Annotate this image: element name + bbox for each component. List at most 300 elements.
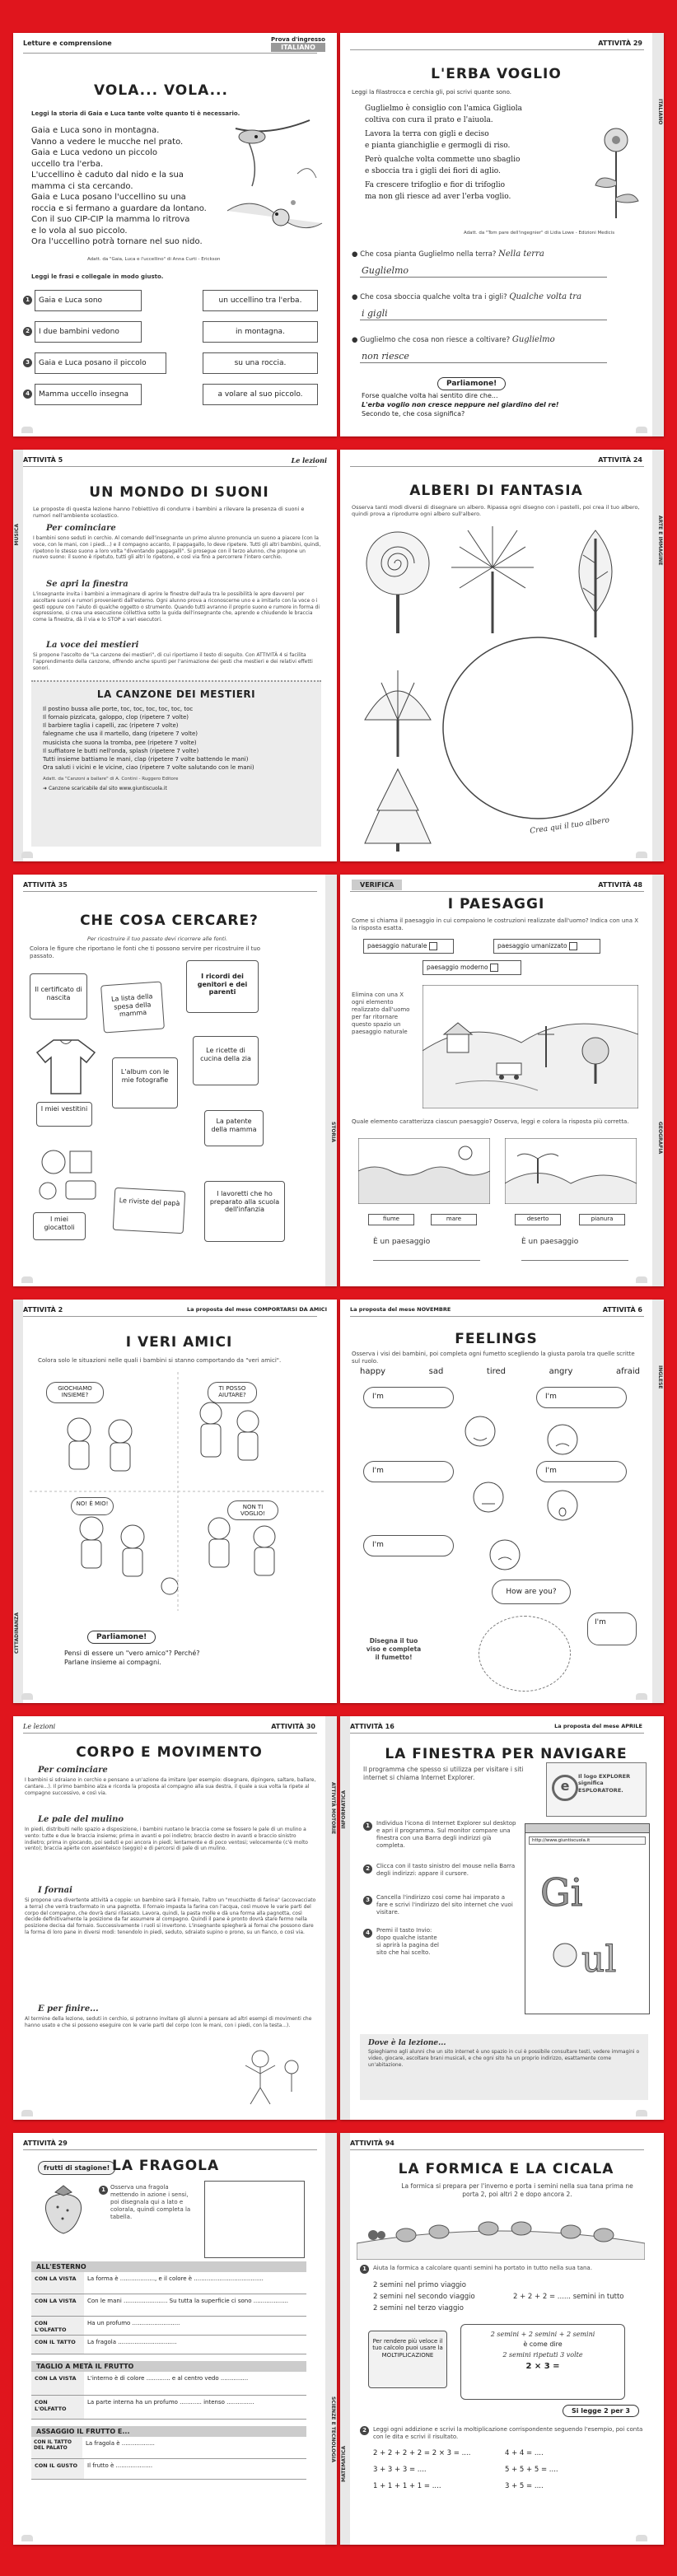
instruction: Colora solo le situazioni nelle quali i bambini si stanno comportando da "veri amici". bbox=[38, 1357, 282, 1364]
landscape-illustration bbox=[423, 985, 638, 1108]
story-line: Con il suo CIP-CIP la mamma lo ritrova bbox=[31, 215, 190, 224]
svg-text:Gi: Gi bbox=[540, 1870, 583, 1915]
source-item[interactable]: L'album con le mie fotografie bbox=[112, 1057, 178, 1108]
instruction: Osserva tanti modi diversi di disegnare un albero. Ripassa ogni disegno con i pastelli, poi crea il tuo albero, quindi prova a riprodurre ogni albero sull'albero. bbox=[352, 504, 640, 518]
song-lyrics bbox=[31, 700, 321, 777]
table-section-header: TAGLIO A METÀ IL FRUTTO bbox=[31, 2361, 306, 2372]
row-number: 2 bbox=[23, 327, 32, 336]
mult-line: 2 semini + 2 semini + 2 semini bbox=[490, 2331, 595, 2338]
subject-label: INFORMATICA bbox=[341, 1790, 347, 1829]
sense-answer[interactable]: La fragola è .................. bbox=[86, 2440, 155, 2447]
speech-bubble-answer[interactable] bbox=[536, 1387, 627, 1408]
page-title: ALBERI DI FANTASIA bbox=[409, 483, 583, 499]
story-line: Gaia e Luca posano l'uccellino su una bbox=[31, 193, 186, 202]
draw-face-area[interactable] bbox=[479, 1616, 571, 1692]
download-icon: ➜ bbox=[43, 786, 49, 792]
page-mondo-suoni bbox=[13, 450, 337, 861]
row-number: 1 bbox=[23, 296, 32, 305]
option-natural[interactable] bbox=[363, 939, 454, 954]
subject-side-tab bbox=[652, 1300, 664, 1703]
mult-line: 2 semini ripetuti 3 volte bbox=[502, 2350, 583, 2359]
question-text: Che cosa sboccia qualche volta tra i gigli? bbox=[360, 293, 507, 301]
checkbox[interactable] bbox=[569, 942, 577, 950]
answer-line[interactable] bbox=[521, 1260, 628, 1261]
browser-window-illustration bbox=[525, 1823, 650, 2014]
option-label: paesaggio umanizzato bbox=[497, 942, 567, 950]
match-right-1[interactable]: un uccellino tra l'erba. bbox=[203, 290, 318, 311]
song-source: Adatt. da "Canzoni a ballare" di A. Contini - Ruggero Editore bbox=[43, 777, 179, 782]
song-line: musicista che suona la tromba, pee (ripetere 7 volte) bbox=[43, 739, 197, 746]
sense-label: CON LA VISTA bbox=[31, 2372, 84, 2395]
activity-label: ATTIVITÀ 6 bbox=[602, 1306, 642, 1314]
flower-illustration bbox=[587, 115, 645, 222]
activity-label: ATTIVITÀ 5 bbox=[23, 456, 63, 464]
activity-label: ATTIVITÀ 48 bbox=[598, 881, 642, 889]
discussion-box bbox=[64, 1649, 311, 1667]
sense-label: CON LA VISTA bbox=[31, 2272, 84, 2294]
section-text: Si propone l'ascolto de "La canzone dei mestieri", di cui riportiamo il testo di seguito. Con ATTIVITÀ 4 si facilita l'apprendimento della canzone, offrendo anche spunti per l'animazione dei gesti che mestieri e dei relativi effetti sonori. bbox=[33, 652, 313, 671]
instruction-1: Leggi la storia di Gaia e Luca tante volte quanto ti è necessario. bbox=[31, 110, 240, 117]
sense-label: CON L'OLFATTO bbox=[31, 2396, 84, 2419]
poem-line: Fa crescere trifoglio e fior di trifoglio bbox=[365, 181, 506, 189]
checkbox[interactable] bbox=[490, 964, 498, 972]
section-text: I bambini sono seduti in cerchio. Al comando dell'insegnante un primo alunno pronuncia un suono a piacere (con la voce, con le mani, con i piedi...) e il compagno accanto, il pappagallo, lo deve ripetere. Tutti gli altri bambini, quindi, ripetono lo stesso suono a loro volta "diventando pappagalli". Si prosegue con il terzo alunno, che propone un nuovo suono: il suono è ripetuto, tutti gli altri lo ripetono, e così via fino a percorrere l'intero cerchio. bbox=[33, 535, 321, 561]
caption-2: È un paesaggio bbox=[521, 1238, 579, 1246]
page-veri-amici bbox=[13, 1300, 337, 1703]
sense-answer[interactable]: La parte interna ha un profumo ............ intenso ............... bbox=[87, 2399, 254, 2406]
exercise-item[interactable]: 3 + 5 = .... bbox=[505, 2482, 544, 2490]
section-heading: Se apri la finestra bbox=[46, 580, 128, 589]
answer-line[interactable] bbox=[360, 277, 607, 278]
discussion-question: Secondo te, che cosa significa? bbox=[362, 409, 465, 418]
entry-test-badge bbox=[271, 36, 325, 52]
header-rule bbox=[350, 466, 644, 467]
section-text: I bambini si sdraiano in cerchio e pensano a un'azione da imitare (per esempio: disegnare, dipingere, saltare, ballare, cantare...). Il primo bambino alza e ricorda la proposta al compagno alla sua destra, il quale a sua volta la ripete al compagno successivo, e così via. bbox=[25, 1777, 316, 1796]
song-line: Il suffiatore le butti nell'onda, splash (ripetere 7 volte) bbox=[43, 747, 199, 754]
section-header: Letture e comprensione bbox=[23, 40, 112, 47]
table-row bbox=[31, 2437, 306, 2459]
download-text: Canzone scaricabile dal sito www.giuntiscuola.it bbox=[48, 786, 167, 792]
desert-landscape bbox=[505, 1138, 637, 1204]
intro-text: Le proposte di questa lezione hanno l'obiettivo di condurre i bambini a rilevare la presenza di suoni e rumori nell'ambiente scolastico. bbox=[33, 506, 305, 520]
table-row bbox=[31, 2294, 306, 2317]
reading-banner: Si legge 2 per 3 bbox=[563, 2405, 639, 2417]
step-number: 1 bbox=[360, 2265, 369, 2274]
header-rule bbox=[350, 49, 644, 50]
subject-label: SCIENZE E TECNOLOGIA bbox=[330, 2396, 336, 2463]
bubble-prefix: I'm bbox=[372, 1467, 384, 1475]
section-heading: I fornai bbox=[38, 1886, 72, 1895]
table-section-header: ASSAGGIO IL FRUTTO E... bbox=[31, 2426, 306, 2437]
instruction-b: Colora le figure che riportano le fonti che ti possono servire per ricostruire il tuo passato. bbox=[30, 945, 261, 960]
story-line: e lo vola al suo piccolo. bbox=[31, 226, 128, 236]
subject-label: CITTADINANZA bbox=[14, 1612, 20, 1654]
poem-line: e pianta gianchiglie e germogli di riso. bbox=[365, 141, 511, 150]
subject-side-tab bbox=[325, 1716, 337, 2120]
speech-bubble-answer[interactable] bbox=[587, 1612, 637, 1645]
table-row bbox=[31, 2459, 306, 2480]
page-title: I PAESAGGI bbox=[447, 896, 545, 912]
discussion-quote: L'erba voglio non cresce neppure nel giardino del re! bbox=[362, 400, 559, 408]
note-heading: Dove è la lezione... bbox=[368, 2039, 446, 2047]
monthly-header: La proposta del mese APRILE bbox=[554, 1723, 642, 1729]
page-title: CORPO E MOVIMENTO bbox=[76, 1744, 263, 1761]
bubble-prefix: I'm bbox=[372, 1541, 384, 1549]
sum-line[interactable]: 2 + 2 + 2 = ...... semini in tutto bbox=[513, 2293, 624, 2301]
header-rule bbox=[23, 891, 317, 892]
header-rule bbox=[350, 1316, 644, 1317]
section-heading: Per cominciare bbox=[46, 524, 116, 533]
subject-side-tab bbox=[13, 450, 23, 861]
table-row bbox=[31, 2272, 306, 2294]
sense-label: CON IL TATTO DEL PALATO bbox=[31, 2437, 82, 2458]
answer-handwritten: Guglielmo bbox=[362, 265, 409, 276]
story-text bbox=[31, 125, 221, 248]
step-number: 2 bbox=[363, 1864, 372, 1874]
match-left-2[interactable]: I due bambini vedono bbox=[35, 321, 142, 343]
poem-line: Però qualche volta commette uno sbaglio bbox=[365, 156, 521, 164]
subject-label: INGLESE bbox=[657, 1365, 663, 1389]
bubble-prefix: I'm bbox=[372, 1393, 384, 1401]
page-tab bbox=[21, 2535, 33, 2541]
exercise-item[interactable]: 2 + 2 + 2 + 2 = 2 × 3 = .... bbox=[373, 2449, 471, 2457]
word-option: angry bbox=[549, 1367, 573, 1376]
seasonal-fruit-badge: frutti di stagione! bbox=[38, 2161, 115, 2175]
fan-tree bbox=[365, 670, 431, 757]
sense-answer[interactable]: L'interno è di colore ............. e al centro vedo ............... bbox=[87, 2375, 249, 2382]
source-item[interactable]: Le riviste del papà bbox=[113, 1188, 186, 1234]
table-section-header: ALL'ESTERNO bbox=[31, 2261, 306, 2272]
song-line: Tutti insieme battiamo le mani, clap (ripetere 7 volte battendo le mani) bbox=[43, 755, 249, 763]
table-row bbox=[31, 2317, 306, 2336]
website-content-illustration bbox=[532, 1856, 642, 2004]
table-row bbox=[31, 2372, 306, 2396]
bird-nest-illustration bbox=[219, 112, 326, 252]
poem-line: Lavora la terra con gigli e deciso bbox=[365, 130, 489, 138]
strawberry-illustration bbox=[35, 2179, 92, 2237]
instruction-2: Leggi le frasi e collegale in modo giusto. bbox=[31, 273, 164, 280]
mult-line: è come dire bbox=[523, 2340, 563, 2349]
sense-answer[interactable]: La fragola ................................ bbox=[87, 2339, 177, 2345]
step-number: 1 bbox=[363, 1822, 372, 1831]
story-line: mamma ci sta cercando. bbox=[31, 181, 133, 191]
sense-answer[interactable]: La forma è ..................., e il colore è ...................................... bbox=[87, 2275, 264, 2282]
answer-handwritten: non riesce bbox=[362, 351, 409, 362]
own-tree-caption: Crea qui il tuo albero bbox=[529, 816, 610, 836]
question-2: ● Che cosa sboccia qualche volta tra i gigli? Qualche volta tra bbox=[352, 292, 582, 301]
subject-label: ATTIVITÀ MOTORIE bbox=[330, 1782, 336, 1835]
speech-bubble: NON TI VOGLIO! bbox=[227, 1500, 278, 1520]
song-line: Il barbiere taglia i capelli, zac (ripetere 7 volte) bbox=[43, 722, 179, 730]
speech-bubble: GIOCHIAMO INSIEME? bbox=[46, 1382, 104, 1403]
spiral-tree bbox=[367, 532, 429, 633]
source-item[interactable]: Il certificato di nascita bbox=[30, 973, 87, 1020]
intro-text: Il programma che spesso si utilizza per visitare i siti internet si chiama Internet Explorer. bbox=[363, 1766, 524, 1781]
address-bar[interactable]: http://www.giuntiscuola.it bbox=[529, 1836, 646, 1845]
badge-line-2: ITALIANO bbox=[271, 43, 325, 52]
friends-illustration bbox=[30, 1372, 326, 1619]
page-alberi bbox=[340, 450, 664, 861]
option-humanized[interactable] bbox=[493, 939, 600, 954]
page-tab bbox=[636, 2110, 647, 2116]
subject-label: STORIA bbox=[330, 1122, 336, 1143]
word-option: sad bbox=[428, 1367, 444, 1376]
song-box bbox=[31, 680, 321, 847]
page-vola-vola bbox=[13, 33, 337, 436]
question-2: Elimina con una X ogni elemento realizzato dall'uomo per far ritornare questo spazio un paesaggio naturale bbox=[352, 992, 410, 1036]
toys-illustration bbox=[33, 1141, 104, 1207]
option-label: paesaggio moderno bbox=[427, 964, 488, 971]
table-row bbox=[31, 2396, 306, 2420]
poem-line: coltiva con cura il prato e l'aiuola. bbox=[365, 115, 493, 124]
activity-label: ATTIVITÀ 35 bbox=[23, 881, 68, 889]
subject-side-tab bbox=[652, 875, 664, 1286]
story-line: Gaia e Luca sono in montagna. bbox=[31, 126, 160, 135]
monthly-header: La proposta del mese COMPORTARSI DA AMICI bbox=[186, 1306, 327, 1313]
answer-tag-river[interactable]: fiume bbox=[368, 1214, 414, 1225]
page-tab bbox=[21, 2110, 33, 2116]
answer-handwritten: Nella terra bbox=[498, 250, 544, 259]
teacher-note-box bbox=[360, 2034, 648, 2100]
poem-source: Adatt. da "Tom pare dell'ingegnier" di Lidia Lowe - Edizioni Medicis bbox=[464, 231, 615, 236]
subject-side-tab bbox=[340, 1716, 350, 2120]
word-option: tired bbox=[486, 1367, 506, 1376]
draw-strawberry-area[interactable] bbox=[204, 2181, 305, 2258]
source-item[interactable]: Le ricette di cucina della zia bbox=[193, 1036, 259, 1085]
parliamone-banner: Parliamone! bbox=[87, 1631, 156, 1644]
answer-line[interactable] bbox=[360, 362, 607, 363]
song-line: Ora saluti i vicini e le vicine, ciao (ripetere 7 volte salutando con le mani) bbox=[43, 763, 254, 771]
page-title: VOLA... VOLA... bbox=[94, 82, 228, 99]
instruction-a: Per ricostruire il tuo passato devi ricorrere alle fonti. bbox=[87, 936, 228, 942]
song-line: Il fornaio pizzicata, galoppo, clop (ripetere 7 volte) bbox=[43, 714, 189, 721]
instruction: Osserva una fragola mettendo in azione i sensi, poi disegnala qui a lato e colorala, quindi completa la tabella. bbox=[110, 2184, 191, 2221]
multiplication-tip: Per rendere più veloce il tuo calcolo puoi usare la MOLTIPLICAZIONE bbox=[368, 2331, 447, 2388]
download-footer bbox=[31, 782, 321, 795]
page-erba-voglio bbox=[340, 33, 664, 436]
source-item[interactable]: I miei giocattoli bbox=[33, 1212, 86, 1240]
bubble-prefix: I'm bbox=[595, 1618, 606, 1626]
subject-side-tab bbox=[325, 875, 337, 1286]
answer-line[interactable] bbox=[373, 1260, 480, 1261]
multiplication-box bbox=[460, 2324, 625, 2400]
source-item[interactable]: I miei vestitini bbox=[36, 1102, 92, 1127]
bubble-prefix: I'm bbox=[545, 1393, 557, 1401]
page-title: CHE COSA CERCARE? bbox=[80, 912, 259, 929]
header-rule bbox=[350, 1733, 644, 1734]
subject-label: MUSICA bbox=[14, 524, 20, 546]
page-tab bbox=[21, 427, 33, 433]
source-item[interactable]: I lavoretti che ho preparato alla scuola dell'infanzia bbox=[204, 1181, 285, 1242]
speech-bubble: NO! È MIO! bbox=[71, 1497, 114, 1515]
song-title: LA CANZONE DEI MESTIERI bbox=[96, 688, 256, 700]
story-line: Vanno a vedere le mucche nel prato. bbox=[31, 137, 184, 147]
row-number: 3 bbox=[23, 358, 32, 367]
verifica-badge: VERIFICA bbox=[352, 880, 402, 890]
intro-text: La formica si prepara per l'inverno e porta i semini nella sua tana prima ne porta 2, poi altri 2 e dopo ancora 2. bbox=[401, 2182, 633, 2198]
poem-line: Guglielmo è consiglio con l'amica Gigliola bbox=[365, 105, 523, 113]
match-right-3[interactable]: su una roccia. bbox=[203, 352, 318, 374]
story-line: roccia e si fermano a guardare da lontano. bbox=[31, 203, 207, 213]
match-left-1[interactable]: Gaia e Luca sono bbox=[35, 290, 142, 311]
subject-label: ITALIANO bbox=[657, 99, 663, 125]
story-source: Adatt. da "Gaia, Luca e l'uccellino" di Anna Curti - Erickson bbox=[87, 257, 221, 262]
instruction-1: Aiuta la formica a calcolare quanti semini ha portato in tutto nella sua tana. bbox=[373, 2265, 592, 2271]
sense-answer[interactable]: Con le mani ........................ Su tutta la superficie ci sono ................... bbox=[87, 2298, 289, 2304]
instruction: Osserva i visi dei bambini, poi completa ogni fumetto scegliendo la giusta parola tra quelle scritte sul ruolo. bbox=[352, 1351, 635, 1365]
note-text: Spieghiamo agli alunni che un sito internet è uno spazio in cui è possibile consultare testi, vedere immagini o video, giocare, ascoltare brani musicali, e che ogni sito ha un proprio indirizzo, esattamente come un'abitazione. bbox=[368, 2049, 640, 2068]
bubble-prefix: I'm bbox=[545, 1467, 557, 1475]
callout-text: Il logo EXPLORER significa ESPLORATORE. bbox=[578, 1773, 631, 1794]
story-line: Gaia e Luca vedono un piccolo bbox=[31, 148, 157, 157]
draw-instruction: Disegna il tuo viso e completa il fumetto! bbox=[366, 1637, 422, 1661]
exercise-item[interactable]: 1 + 1 + 1 + 1 = .... bbox=[373, 2482, 441, 2490]
header-rule bbox=[23, 2149, 317, 2150]
caption-1: È un paesaggio bbox=[373, 1238, 431, 1246]
word-option: happy bbox=[360, 1367, 386, 1376]
exercise-item[interactable]: 4 + 4 = .... bbox=[505, 2449, 544, 2457]
instruction-1: Leggi la filastrocca e cerchia gli, poi scrivi quante sono. bbox=[352, 89, 511, 96]
page-title: LA FORMICA E LA CICALA bbox=[398, 2161, 614, 2177]
page-title: UN MONDO DI SUONI bbox=[89, 484, 269, 501]
page-finestra-navigare bbox=[340, 1716, 664, 2120]
question-3: Quale elemento caratterizza ciascun paesaggio? Osserva, leggi e colora la risposta più corretta. bbox=[352, 1118, 629, 1125]
exercise-item[interactable]: 3 + 3 + 3 = .... bbox=[373, 2466, 427, 2474]
sense-answer[interactable]: Ha un profumo .......................... bbox=[87, 2320, 180, 2326]
step-text: Cancella l'indirizzo cosi come hai imparato a fare e scrivi l'indirizzo del sito internet che vuoi visitare. bbox=[376, 1894, 513, 1916]
sense-label: CON L'OLFATTO bbox=[31, 2317, 84, 2335]
question-1: Come si chiama il paesaggio in cui compaiono le costruzioni realizzate dall'uomo? Indica con una X la risposta esatta. bbox=[352, 917, 639, 932]
activity-label: ATTIVITÀ 30 bbox=[271, 1723, 315, 1730]
source-item[interactable]: I ricordi dei genitori e dei parenti bbox=[186, 960, 259, 1013]
draw-your-tree-oval bbox=[443, 637, 633, 819]
section-heading: Per cominciare bbox=[38, 1766, 108, 1775]
section-text: Al termine della lezione, seduti in cerchio, si potranno invitare gli alunni a pensare ad altri esempi di movimenti che hanno usato e che si possono eseguire con le varie parti del corpo (con le mani, con i piedi, con la testa...). bbox=[25, 2016, 312, 2028]
header-rule bbox=[23, 1733, 317, 1734]
subject-side-tab bbox=[652, 33, 664, 436]
exercise-grid bbox=[373, 2449, 637, 2490]
subject-side-tab bbox=[340, 2133, 350, 2545]
discussion-box bbox=[362, 392, 633, 418]
answer-handwritten: i gigli bbox=[362, 308, 388, 319]
speech-bubble-answer[interactable] bbox=[363, 1387, 454, 1408]
match-right-4[interactable]: a volare al suo piccolo. bbox=[203, 384, 318, 405]
section-text: L'insegnante invita i bambini a immaginare di aprire le finestre dell'aula tra le possibilità le apre davvero) per ascoltare suoni e rumori provenienti dall'esterno. Ogni alunno prova a riconoscerne uno e a imitarlo con la voce o i gesti oppure con l'aiuto di qualche oggetto o strumento. Quando tutti avranno il proprio suono e rumore in forma di espressione, si crea una esecuzione collettiva sotto la guida dell'insegnante che, aprendo e chiudendo le braccia come la finestra, dà il via e lo STOP a vari esecutori. bbox=[33, 591, 320, 623]
step-number: 3 bbox=[363, 1896, 372, 1905]
mult-line: 2 × 3 = bbox=[525, 2362, 560, 2372]
header-rule bbox=[350, 891, 644, 892]
explorer-logo-icon: e bbox=[552, 1775, 578, 1801]
question-1: ● Che cosa pianta Guglielmo nella terra? Nella terra bbox=[352, 250, 544, 259]
step-number: 4 bbox=[363, 1929, 372, 1938]
option-modern[interactable] bbox=[423, 960, 521, 975]
page-tab bbox=[636, 852, 647, 858]
brand-label: Le lezioni bbox=[291, 456, 327, 464]
sense-answer[interactable]: Il frutto è .................... bbox=[87, 2462, 153, 2469]
step-number: 2 bbox=[360, 2426, 369, 2435]
match-left-4[interactable]: Mamma uccello insegna bbox=[35, 384, 142, 405]
step-number: 1 bbox=[99, 2186, 108, 2195]
answer-tag-sea[interactable]: mare bbox=[431, 1214, 477, 1225]
children-faces-illustration bbox=[439, 1407, 604, 1571]
page-paesaggi bbox=[340, 875, 664, 1286]
page-tab bbox=[21, 852, 33, 858]
poem-line: ma non gli riesce ad aver l'erba voglio. bbox=[365, 192, 511, 201]
sense-label: CON IL TATTO bbox=[31, 2336, 84, 2354]
answer-tag-desert[interactable]: deserto bbox=[515, 1214, 561, 1225]
poem-line: e sboccia tra i gigli dei fiori di aglio. bbox=[365, 166, 501, 175]
subject-side-tab bbox=[325, 2133, 337, 2545]
header-rule bbox=[23, 1316, 317, 1317]
subject-side-tab bbox=[652, 450, 664, 861]
section-text: Si propone una divertente attività a coppie: un bambino sarà il fornaio, l'altro un "mucchietto di farina" (accovacciato a terra) che verrà trasformato in una pagnotta. Il fornaio impasta la farina con l'acqua, così muove le varie parti del corpo del compagno, che dovrà darsi rilassato. Lavora, quindi, la pasta molle e dà una forma alla pagnotta, così decide definitivamente la posizione da far assumere al compagno. Quindi il pane è pronto dovrà stare fermo nella posizione decisa dal fornaio. Successivamente i ruoli si invertono. L'insegnante spiegherà ai fornai che possono dare la forma di loro pane in diversi modi: tenendolo in piedi, seduto, sdraiato supino o prono, su un fianco, o così via. bbox=[25, 1897, 316, 1935]
answer-handwritten: Guglielmo bbox=[511, 335, 555, 344]
fir-tree bbox=[365, 769, 431, 852]
how-are-you-bubble: How are you? bbox=[492, 1580, 571, 1604]
source-item[interactable]: La patente della mamma bbox=[204, 1110, 264, 1146]
question-3: ● Guglielmo che cosa non riesce a coltivare? Guglielmo bbox=[352, 335, 555, 344]
sea-landscape bbox=[358, 1138, 490, 1204]
checkbox[interactable] bbox=[429, 942, 437, 950]
page-title: LA FINESTRA PER NAVIGARE bbox=[385, 1746, 628, 1762]
section-text: In piedi, distribuiti nello spazio a disposizione, i bambini ruotano le braccia come se fossero le pale di un mulino a vento: tutte e due le braccia insieme; prima in avanti e poi indietro; braccio destro in avanti e braccio sinistro indietro; prima in giocando, poi seduti e poi ancora in piedi; lentamente e di poco ventosi; velocemente (c'è molto vento); braccia aperte con assenteisco (seggio) e di percorsi di pale di un mulino. bbox=[25, 1827, 308, 1852]
word-option: afraid bbox=[615, 1367, 640, 1376]
senses-table bbox=[31, 2261, 306, 2480]
answer-handwritten: Qualche volta tra bbox=[509, 292, 582, 301]
exercise-item[interactable]: 5 + 5 + 5 = .... bbox=[505, 2466, 558, 2474]
page-title: LA FRAGOLA bbox=[112, 2158, 220, 2174]
page-tab bbox=[636, 1693, 647, 1700]
page-tab bbox=[636, 2535, 647, 2541]
starburst-tree bbox=[451, 526, 534, 633]
row-number: 4 bbox=[23, 390, 32, 399]
page-title: I VERI AMICI bbox=[125, 1334, 233, 1351]
page-tab bbox=[21, 1276, 33, 1283]
activity-label: ATTIVITÀ 16 bbox=[350, 1723, 395, 1730]
page-feelings bbox=[340, 1300, 664, 1703]
step-text: Individua l'icona di Internet Explorer sul desktop e apri il programma. Sul monitor compare una finestra con una Barra degli indirizzi già completa. bbox=[376, 1820, 516, 1850]
header-rule bbox=[350, 2149, 644, 2150]
activity-label: ATTIVITÀ 24 bbox=[598, 456, 642, 464]
subject-label: MATEMATICA bbox=[341, 2446, 347, 2482]
section-heading: Le pale del mulino bbox=[38, 1815, 124, 1824]
svg-text:ul: ul bbox=[581, 1939, 617, 1981]
page-tab bbox=[21, 1693, 33, 1700]
activity-label: ATTIVITÀ 2 bbox=[23, 1306, 63, 1314]
song-line: falegname che usa il martello, dang (ripetere 7 volte) bbox=[43, 730, 198, 738]
song-line: Il postino bussa alle porte, toc, toc, toc, toc, toc, toc bbox=[43, 706, 194, 712]
option-label: paesaggio naturale bbox=[367, 942, 427, 950]
match-left-3[interactable]: Gaia e Luca posano il piccolo bbox=[35, 352, 166, 374]
discussion-question: Pensi di essere un "vero amico"? Perché? bbox=[64, 1650, 200, 1657]
activity-label: ATTIVITÀ 94 bbox=[350, 2140, 395, 2147]
page-title: L'ERBA VOGLIO bbox=[431, 66, 562, 82]
answer-tag-plain[interactable]: pianura bbox=[579, 1214, 625, 1225]
trip-line: 2 semini nel secondo viaggio bbox=[373, 2293, 475, 2301]
page-formica-cicala bbox=[340, 2133, 664, 2545]
explorer-callout bbox=[546, 1762, 647, 1817]
match-right-2[interactable]: in montagna. bbox=[203, 321, 318, 343]
subject-label: ARTE E IMMAGINE bbox=[657, 516, 663, 566]
browser-titlebar bbox=[525, 1824, 649, 1833]
source-item[interactable]: La lista della spesa della mamma bbox=[100, 981, 165, 1033]
activity-label: ATTIVITÀ 29 bbox=[598, 40, 642, 47]
step-text: Clicca con il tasto sinistro del mouse nella Barra degli indirizzi: appare il cursore. bbox=[376, 1863, 516, 1878]
section-heading: La voce dei mestieri bbox=[46, 641, 139, 650]
page-tab bbox=[636, 427, 647, 433]
monthly-header: La proposta del mese NOVEMBRE bbox=[350, 1306, 451, 1313]
page-che-cosa-cercare bbox=[13, 875, 337, 1286]
